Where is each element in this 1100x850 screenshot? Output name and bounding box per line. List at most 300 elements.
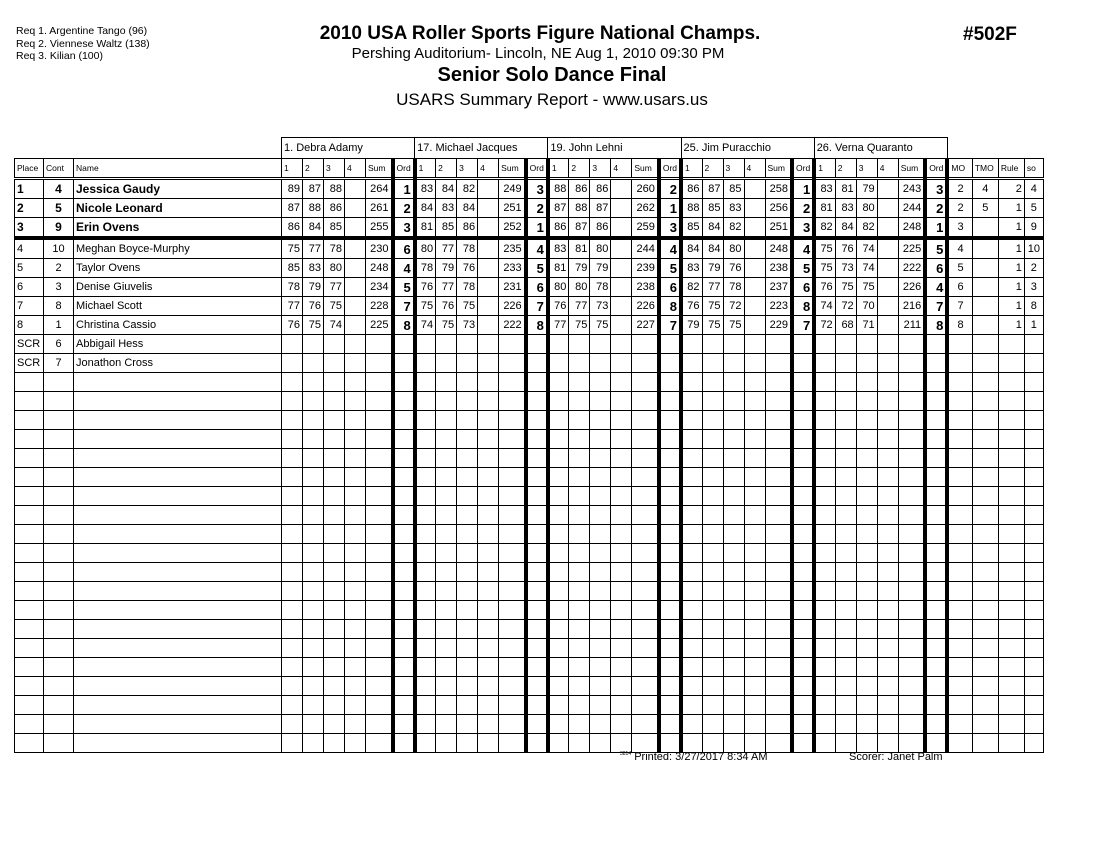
empty-cell xyxy=(632,639,659,658)
empty-ord-cell xyxy=(792,715,814,734)
empty-cell xyxy=(998,620,1024,639)
empty-cell xyxy=(632,601,659,620)
table-row xyxy=(15,278,1044,297)
score-cell: 80 xyxy=(415,238,436,259)
empty-cell xyxy=(44,487,74,506)
ord-cell: 1 xyxy=(659,199,681,218)
empty-cell xyxy=(478,677,499,696)
empty-cell xyxy=(702,658,723,677)
empty-cell xyxy=(569,715,590,734)
empty-cell xyxy=(345,715,366,734)
column-header-ord: Ord xyxy=(659,159,681,179)
empty-cell xyxy=(324,601,345,620)
empty-cell xyxy=(702,563,723,582)
empty-cell xyxy=(15,525,44,544)
sum-cell: 260 xyxy=(632,179,659,199)
empty-cell xyxy=(74,658,282,677)
empty-cell xyxy=(702,487,723,506)
empty-cell xyxy=(74,563,282,582)
empty-cell xyxy=(366,506,393,525)
empty-cell xyxy=(366,373,393,392)
empty-cell xyxy=(898,734,925,753)
empty-cell xyxy=(324,468,345,487)
empty-cell xyxy=(1024,373,1043,392)
rule-cell: 1 xyxy=(998,218,1024,239)
empty-row xyxy=(15,677,1044,696)
empty-cell xyxy=(324,677,345,696)
empty-row xyxy=(15,430,1044,449)
score-cell: 80 xyxy=(723,238,744,259)
empty-cell xyxy=(681,715,702,734)
empty-cell xyxy=(877,430,898,449)
empty-cell xyxy=(415,601,436,620)
score-cell xyxy=(282,335,303,354)
score-cell: 81 xyxy=(415,218,436,239)
empty-cell xyxy=(499,677,526,696)
score-cell: 76 xyxy=(436,297,457,316)
empty-ord-cell xyxy=(792,582,814,601)
empty-cell xyxy=(1024,449,1043,468)
empty-cell xyxy=(282,734,303,753)
empty-cell xyxy=(898,449,925,468)
empty-cell xyxy=(478,373,499,392)
empty-cell xyxy=(723,506,744,525)
score-cell: 76 xyxy=(303,297,324,316)
score-cell: 86 xyxy=(681,179,702,199)
ord-cell xyxy=(526,335,548,354)
empty-cell xyxy=(877,696,898,715)
empty-cell xyxy=(324,411,345,430)
empty-cell xyxy=(345,658,366,677)
empty-ord-cell xyxy=(792,373,814,392)
empty-cell xyxy=(44,411,74,430)
score-cell: 89 xyxy=(282,179,303,199)
score-cell: 68 xyxy=(835,316,856,335)
empty-cell xyxy=(898,468,925,487)
so-cell: 10 xyxy=(1024,238,1043,259)
empty-cell xyxy=(457,468,478,487)
empty-cell xyxy=(632,677,659,696)
empty-cell xyxy=(856,487,877,506)
sum-cell: 248 xyxy=(366,259,393,278)
empty-ord-cell xyxy=(393,639,415,658)
empty-cell xyxy=(947,715,972,734)
empty-cell xyxy=(898,715,925,734)
ord-cell: 4 xyxy=(526,238,548,259)
tmo-cell xyxy=(972,238,998,259)
empty-cell xyxy=(590,449,611,468)
column-header-name: Name xyxy=(74,159,282,179)
empty-cell xyxy=(345,734,366,753)
empty-ord-cell xyxy=(393,696,415,715)
table-row xyxy=(15,335,1044,354)
empty-cell xyxy=(366,563,393,582)
ord-cell: 8 xyxy=(659,297,681,316)
empty-cell xyxy=(478,449,499,468)
empty-cell xyxy=(415,715,436,734)
score-cell: 83 xyxy=(548,238,569,259)
empty-cell xyxy=(282,696,303,715)
score-cell: 74 xyxy=(856,238,877,259)
rule-cell: 1 xyxy=(998,199,1024,218)
score-cell xyxy=(877,179,898,199)
score-cell: 88 xyxy=(681,199,702,218)
ord-cell: 4 xyxy=(925,278,947,297)
column-header-j3: 3 xyxy=(723,159,744,179)
sum-cell: 226 xyxy=(632,297,659,316)
ord-cell xyxy=(792,354,814,373)
empty-cell xyxy=(303,487,324,506)
empty-cell xyxy=(1024,392,1043,411)
score-cell: 82 xyxy=(814,218,835,239)
score-cell: 88 xyxy=(569,199,590,218)
empty-cell xyxy=(415,620,436,639)
empty-cell xyxy=(898,411,925,430)
empty-cell xyxy=(947,392,972,411)
mo-cell xyxy=(947,354,972,373)
score-cell xyxy=(478,199,499,218)
empty-cell xyxy=(436,601,457,620)
empty-cell xyxy=(44,696,74,715)
empty-cell xyxy=(814,696,835,715)
empty-ord-cell xyxy=(526,734,548,753)
empty-cell xyxy=(765,620,792,639)
score-cell: 76 xyxy=(723,259,744,278)
score-cell: 84 xyxy=(436,179,457,199)
requirement-1: Req 1. Argentine Tango (96) xyxy=(16,25,148,37)
sum-cell: 233 xyxy=(499,259,526,278)
empty-ord-cell xyxy=(792,620,814,639)
score-cell xyxy=(590,335,611,354)
column-header-j1: 1 xyxy=(415,159,436,179)
empty-cell xyxy=(611,373,632,392)
empty-cell xyxy=(898,639,925,658)
score-cell xyxy=(478,238,499,259)
score-cell: 74 xyxy=(324,316,345,335)
empty-cell xyxy=(44,639,74,658)
empty-cell xyxy=(15,715,44,734)
score-cell: 77 xyxy=(303,238,324,259)
empty-ord-cell xyxy=(526,563,548,582)
empty-cell xyxy=(478,411,499,430)
score-cell xyxy=(345,354,366,373)
table-row xyxy=(15,199,1044,218)
empty-cell xyxy=(702,506,723,525)
empty-row xyxy=(15,620,1044,639)
empty-cell xyxy=(345,696,366,715)
empty-cell xyxy=(366,430,393,449)
empty-ord-cell xyxy=(393,563,415,582)
empty-ord-cell xyxy=(925,430,947,449)
empty-cell xyxy=(366,449,393,468)
sum-cell xyxy=(366,354,393,373)
cont-cell: 1 xyxy=(44,316,74,335)
empty-cell xyxy=(74,544,282,563)
empty-cell xyxy=(998,449,1024,468)
rule-cell xyxy=(998,335,1024,354)
empty-ord-cell xyxy=(925,734,947,753)
empty-cell xyxy=(898,392,925,411)
empty-ord-cell xyxy=(659,734,681,753)
printed-timestamp: Printed: 3/27/2017 8:34 AM xyxy=(634,751,768,763)
empty-cell xyxy=(702,620,723,639)
empty-cell xyxy=(569,658,590,677)
sum-cell xyxy=(898,354,925,373)
empty-cell xyxy=(723,544,744,563)
empty-ord-cell xyxy=(925,677,947,696)
ord-cell: 1 xyxy=(792,179,814,199)
empty-cell xyxy=(569,563,590,582)
empty-ord-cell xyxy=(659,525,681,544)
sum-cell: 234 xyxy=(366,278,393,297)
empty-ord-cell xyxy=(925,582,947,601)
empty-ord-cell xyxy=(659,639,681,658)
score-cell xyxy=(478,218,499,239)
empty-cell xyxy=(723,734,744,753)
empty-cell xyxy=(898,525,925,544)
empty-cell xyxy=(856,563,877,582)
mo-cell: 3 xyxy=(947,218,972,239)
empty-cell xyxy=(303,639,324,658)
ord-cell: 8 xyxy=(393,316,415,335)
competition-title: 2010 USA Roller Sports Figure National Champs. xyxy=(319,23,761,44)
sum-cell xyxy=(632,354,659,373)
empty-cell xyxy=(499,734,526,753)
so-cell: 8 xyxy=(1024,297,1043,316)
score-cell: 75 xyxy=(723,316,744,335)
empty-cell xyxy=(814,563,835,582)
mo-cell: 5 xyxy=(947,259,972,278)
empty-ord-cell xyxy=(659,544,681,563)
score-cell: 72 xyxy=(814,316,835,335)
score-cell: 75 xyxy=(856,278,877,297)
empty-ord-cell xyxy=(526,620,548,639)
empty-cell xyxy=(44,544,74,563)
empty-cell xyxy=(478,525,499,544)
empty-cell xyxy=(436,506,457,525)
empty-cell xyxy=(15,449,44,468)
empty-cell xyxy=(415,468,436,487)
empty-cell xyxy=(499,658,526,677)
empty-cell xyxy=(415,639,436,658)
empty-ord-cell xyxy=(393,582,415,601)
tmo-cell xyxy=(972,259,998,278)
empty-cell xyxy=(856,639,877,658)
empty-cell xyxy=(998,392,1024,411)
ord-cell: 7 xyxy=(393,297,415,316)
empty-ord-cell xyxy=(659,677,681,696)
empty-cell xyxy=(590,601,611,620)
empty-row xyxy=(15,373,1044,392)
score-cell xyxy=(877,354,898,373)
score-cell: 88 xyxy=(548,179,569,199)
column-header-j1: 1 xyxy=(681,159,702,179)
empty-cell xyxy=(1024,563,1043,582)
empty-cell xyxy=(972,677,998,696)
empty-cell xyxy=(345,487,366,506)
empty-cell xyxy=(765,563,792,582)
score-cell: 79 xyxy=(681,316,702,335)
place-cell: SCR xyxy=(15,354,44,373)
empty-ord-cell xyxy=(659,373,681,392)
score-cell: 86 xyxy=(457,218,478,239)
empty-cell xyxy=(998,734,1024,753)
score-cell xyxy=(436,354,457,373)
empty-cell xyxy=(436,392,457,411)
score-cell: 75 xyxy=(282,238,303,259)
score-cell xyxy=(611,179,632,199)
ord-cell: 2 xyxy=(925,199,947,218)
empty-cell xyxy=(499,373,526,392)
score-cell xyxy=(877,259,898,278)
column-header-j2: 2 xyxy=(569,159,590,179)
mo-cell: 4 xyxy=(947,238,972,259)
name-cell: Abbigail Hess xyxy=(74,335,282,354)
empty-cell xyxy=(856,525,877,544)
empty-cell xyxy=(324,734,345,753)
empty-cell xyxy=(44,373,74,392)
empty-cell xyxy=(569,525,590,544)
empty-cell xyxy=(499,563,526,582)
empty-cell xyxy=(877,392,898,411)
empty-cell xyxy=(324,639,345,658)
empty-cell xyxy=(681,411,702,430)
empty-cell xyxy=(1024,487,1043,506)
empty-cell xyxy=(282,525,303,544)
score-cell xyxy=(345,297,366,316)
judge-name: 1. Debra Adamy xyxy=(282,138,415,159)
empty-cell xyxy=(835,449,856,468)
empty-cell xyxy=(814,544,835,563)
column-header-j2: 2 xyxy=(436,159,457,179)
empty-cell xyxy=(972,696,998,715)
empty-cell xyxy=(366,601,393,620)
empty-ord-cell xyxy=(526,373,548,392)
empty-cell xyxy=(681,658,702,677)
score-cell: 77 xyxy=(436,238,457,259)
empty-cell xyxy=(345,544,366,563)
sum-cell xyxy=(366,335,393,354)
empty-cell xyxy=(303,525,324,544)
empty-ord-cell xyxy=(792,696,814,715)
empty-cell xyxy=(569,544,590,563)
score-cell: 84 xyxy=(702,218,723,239)
empty-cell xyxy=(632,696,659,715)
empty-cell xyxy=(972,525,998,544)
empty-cell xyxy=(681,563,702,582)
empty-cell xyxy=(702,715,723,734)
score-cell xyxy=(877,297,898,316)
empty-cell xyxy=(415,582,436,601)
score-cell xyxy=(282,354,303,373)
empty-ord-cell xyxy=(792,677,814,696)
empty-cell xyxy=(702,582,723,601)
place-cell: 8 xyxy=(15,316,44,335)
sum-cell: 235 xyxy=(499,238,526,259)
empty-cell xyxy=(632,487,659,506)
empty-cell xyxy=(548,696,569,715)
empty-ord-cell xyxy=(393,734,415,753)
score-cell xyxy=(877,218,898,239)
score-cell xyxy=(877,199,898,218)
empty-cell xyxy=(282,620,303,639)
empty-cell xyxy=(303,658,324,677)
sum-cell: 226 xyxy=(898,278,925,297)
score-cell: 83 xyxy=(303,259,324,278)
empty-ord-cell xyxy=(925,487,947,506)
so-cell xyxy=(1024,354,1043,373)
empty-cell xyxy=(972,430,998,449)
empty-ord-cell xyxy=(792,639,814,658)
column-header-ord: Ord xyxy=(526,159,548,179)
empty-cell xyxy=(856,430,877,449)
score-cell: 75 xyxy=(569,316,590,335)
score-cell: 83 xyxy=(681,259,702,278)
empty-cell xyxy=(835,506,856,525)
empty-ord-cell xyxy=(925,411,947,430)
empty-cell xyxy=(1024,506,1043,525)
score-cell: 76 xyxy=(415,278,436,297)
empty-cell xyxy=(972,601,998,620)
score-cell: 75 xyxy=(415,297,436,316)
empty-cell xyxy=(457,639,478,658)
empty-cell xyxy=(569,696,590,715)
empty-cell xyxy=(499,487,526,506)
empty-cell xyxy=(744,582,765,601)
table-row xyxy=(15,354,1044,373)
column-header-so: so xyxy=(1024,159,1043,179)
empty-cell xyxy=(765,734,792,753)
sum-cell: 259 xyxy=(632,218,659,239)
empty-cell xyxy=(723,696,744,715)
empty-cell xyxy=(611,715,632,734)
empty-cell xyxy=(856,696,877,715)
ord-cell: 7 xyxy=(659,316,681,335)
empty-cell xyxy=(632,582,659,601)
empty-ord-cell xyxy=(526,506,548,525)
empty-cell xyxy=(15,620,44,639)
empty-row xyxy=(15,563,1044,582)
judge-name: 26. Verna Quaranto xyxy=(814,138,947,159)
empty-cell xyxy=(569,582,590,601)
empty-cell xyxy=(303,468,324,487)
empty-cell xyxy=(998,677,1024,696)
score-cell: 80 xyxy=(324,259,345,278)
empty-cell xyxy=(765,715,792,734)
score-cell: 76 xyxy=(681,297,702,316)
empty-cell xyxy=(548,658,569,677)
empty-cell xyxy=(345,620,366,639)
empty-cell xyxy=(590,639,611,658)
empty-ord-cell xyxy=(393,715,415,734)
score-cell: 86 xyxy=(590,218,611,239)
empty-ord-cell xyxy=(393,544,415,563)
empty-cell xyxy=(569,677,590,696)
cont-cell: 8 xyxy=(44,297,74,316)
empty-cell xyxy=(436,544,457,563)
empty-cell xyxy=(478,392,499,411)
empty-cell xyxy=(44,677,74,696)
empty-cell xyxy=(457,449,478,468)
column-header-j4: 4 xyxy=(744,159,765,179)
score-cell xyxy=(478,259,499,278)
empty-cell xyxy=(947,487,972,506)
empty-cell xyxy=(947,601,972,620)
sum-cell: 228 xyxy=(366,297,393,316)
empty-cell xyxy=(611,601,632,620)
score-cell: 84 xyxy=(835,218,856,239)
empty-cell xyxy=(44,563,74,582)
